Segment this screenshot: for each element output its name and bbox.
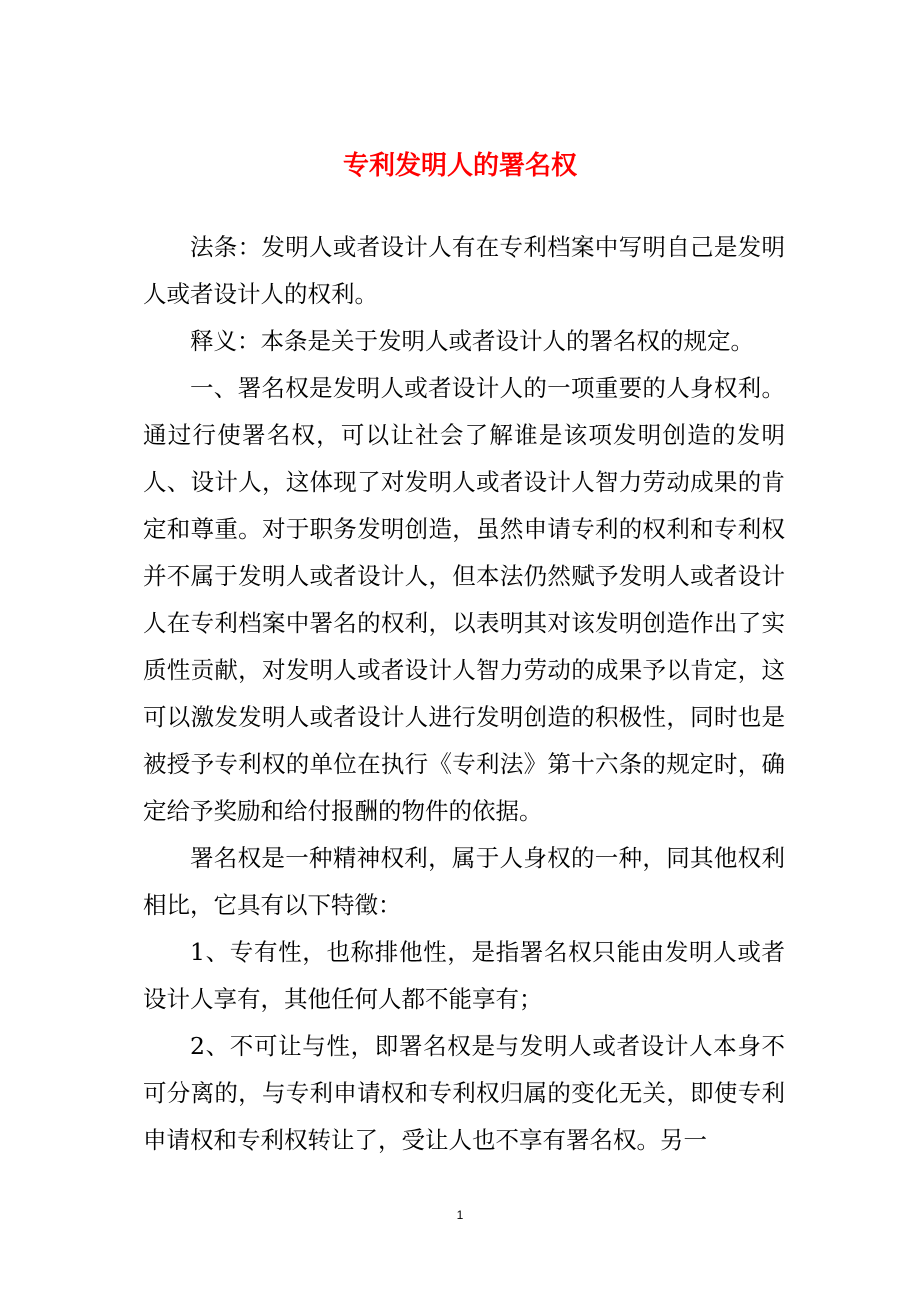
- paragraph-section-one: 一、署名权是发明人或者设计人的一项重要的人身权利。通过行使署名权，可以让社会了解谁是该项发明创造的发明人、设计人，这体现了对发明人或者设计人智力劳动成果的肯定和尊重。对于职务发明创造，虽然申请专利的权利和专利权并不属于发明人或者设计人，但本法仍然赋予发明人或者设计人在专利档案中署名的权利，以表明其对该发明创造作出了实质性贡献，对发明人或者设计人智力劳动的成果予以肯定，这可以激发发明人或者设计人进行发明创造的积极性，同时也是被授予专利权的单位在执行《专利法》第十六条的规定时，确定给予奖励和给付报酬的物件的依据。: [143, 374, 785, 825]
- page-number: 1: [456, 1208, 464, 1222]
- paragraph-exclusivity: 1、专有性，也称排他性，是指署名权只能由发明人或者设计人享有，其他任何人都不能享有；: [143, 938, 785, 1013]
- paragraph-interpretation: 释义：本条是关于发明人或者设计人的署名权的规定。: [190, 327, 754, 355]
- document-body: [143, 224, 785, 1164]
- paragraph-statute: 法条：发明人或者设计人有在专利档案中写明自己是发明人或者设计人的权利。: [143, 233, 785, 308]
- paragraph-characteristics-intro: 署名权是一种精神权利，属于人身权的一种，同其他权利相比，它具有以下特徵：: [143, 844, 785, 919]
- document-title: 专利发明人的署名权: [342, 151, 577, 181]
- paragraph-non-transferability: 2、不可让与性，即署名权是与发明人或者设计人本身不可分离的，与专利申请权和专利权归属的变化无关，即使专利申请权和专利权转让了，受让人也不享有署名权。另一: [143, 1032, 785, 1154]
